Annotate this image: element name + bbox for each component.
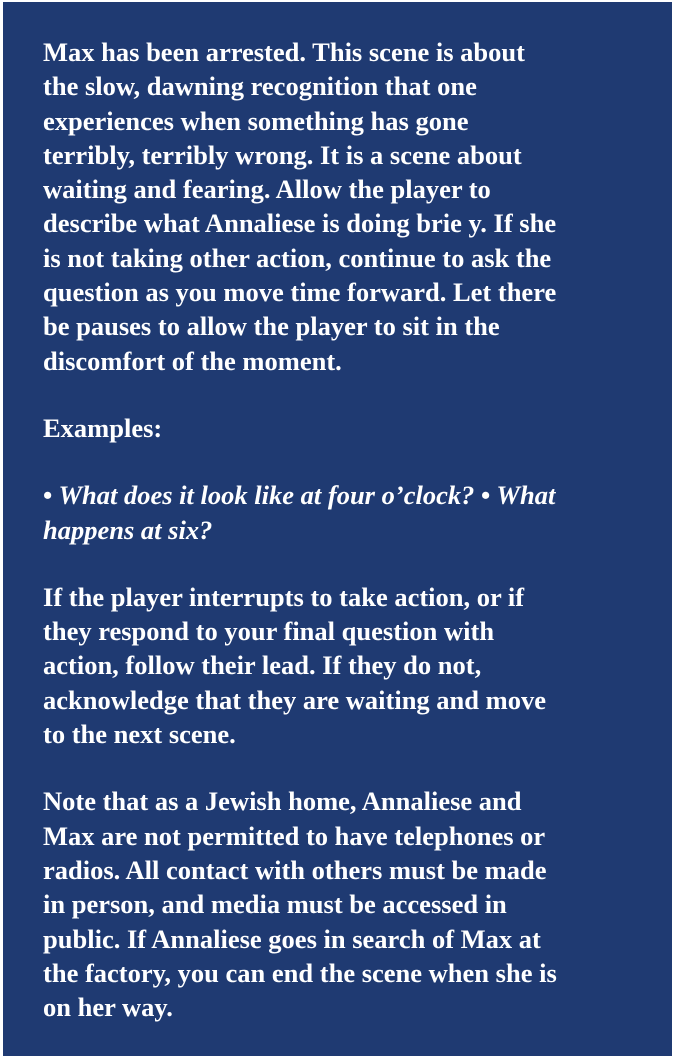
intro-paragraph: Max has been arrested. This scene is about the slow, dawning recognition that one experiences when something has gone terribly, terribly wrong. It is a scene about waiting and fearing. Allow the player to describe what Annaliese is doing brie y. If she is not taking other action, continue to ask the question as you move time forward. Let there be pauses to allow the player to sit in the discomfort of the moment. <box>43 37 557 376</box>
bullet: • <box>43 480 53 511</box>
bullet: • <box>480 480 491 511</box>
examples-list <box>43 478 642 547</box>
examples-heading: Examples: <box>43 412 163 443</box>
followup-paragraph: If the player interrupts to take action, or if they respond to your final question with action, follow their lead. If they do not, acknowledge that they are waiting and move to the next scene. <box>43 581 546 750</box>
scene-instructions-panel <box>3 2 672 1056</box>
example-text: What does it look like at four o’clock? <box>58 480 475 511</box>
note-paragraph: Note that as a Jewish home, Annaliese and Max are not permitted to have telephones or radios. All contact with others must be made in person, and media must be accessed in public. If Annaliese goes in search of Max at the factory, you can end the scene when she is on her way. <box>43 786 557 1023</box>
examples-item <box>43 478 642 547</box>
example-text: What happens at six? <box>43 480 556 545</box>
